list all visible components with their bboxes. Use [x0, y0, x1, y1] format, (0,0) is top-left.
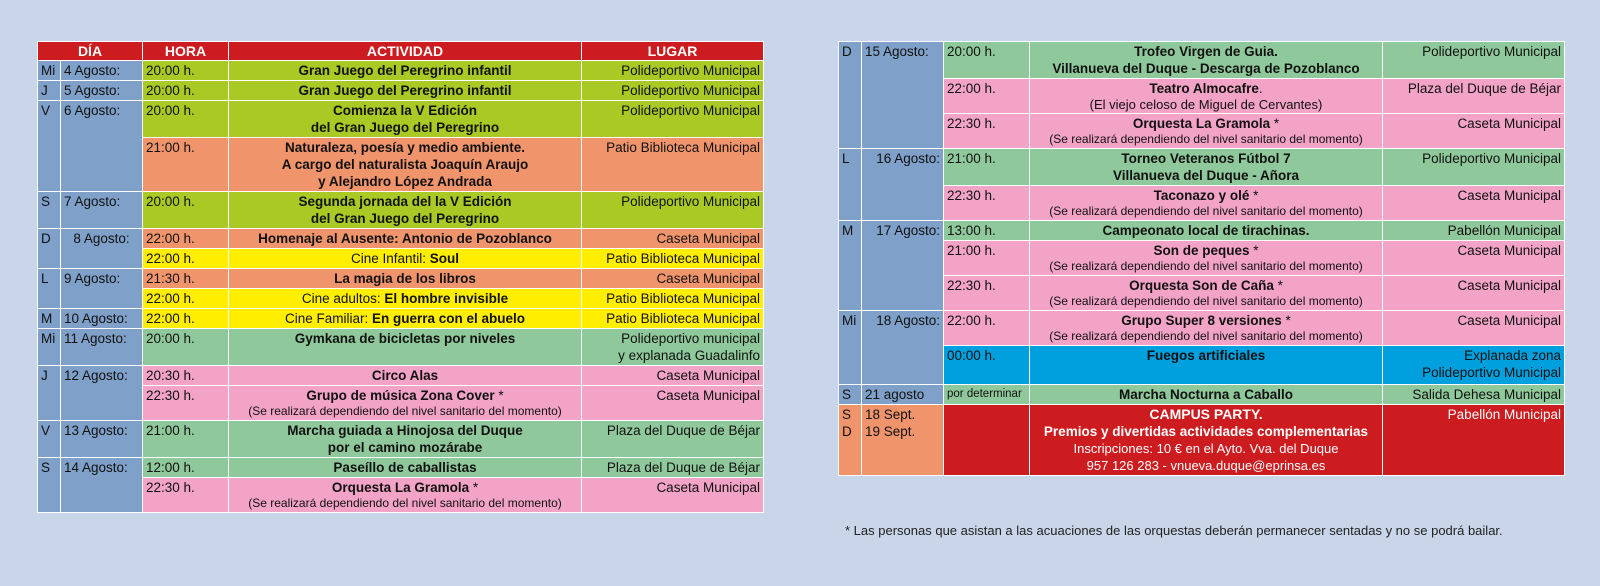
table-row: [839, 241, 1565, 276]
activity: Cine adultos: El hombre invisible: [229, 289, 582, 309]
hora: 21:00 h.: [944, 241, 1030, 276]
hora: 22:00 h.: [143, 229, 229, 249]
table-row: [839, 79, 1565, 114]
header-hora: HORA: [143, 42, 229, 61]
table-row: [38, 309, 764, 329]
hora: 20:00 h.: [944, 42, 1030, 79]
table-row: [38, 329, 764, 366]
lugar: Plaza del Duque de Béjar: [1383, 79, 1565, 114]
hora: 22:00 h.: [944, 79, 1030, 114]
activity: Comienza la V Edición del Gran Juego del Peregrino: [229, 101, 582, 138]
lugar: Caseta Municipal: [1383, 241, 1565, 276]
activity: Gymkana de bicicletas por niveles: [229, 329, 582, 366]
activity: Grupo Super 8 versiones * (Se realizará dependiendo del nivel sanitario del momento): [1030, 311, 1383, 346]
lugar: Salida Dehesa Municipal: [1383, 385, 1565, 405]
hora: 22:30 h.: [944, 186, 1030, 221]
day-letter: J: [38, 366, 61, 421]
hora: 20:30 h.: [143, 366, 229, 386]
day-letter: S: [38, 192, 61, 229]
hora: 21:00 h.: [944, 149, 1030, 186]
table-row: [839, 114, 1565, 149]
day-letter: V: [38, 421, 61, 458]
day-letter: Mi: [38, 61, 61, 81]
day-date: 8 Agosto:: [61, 229, 143, 269]
hora: 22:00 h.: [944, 311, 1030, 346]
day-date: 13 Agosto:: [61, 421, 143, 458]
activity: Taconazo y olé * (Se realizará dependiendo del nivel sanitario del momento): [1030, 186, 1383, 221]
activity: Torneo Veteranos Fútbol 7 Villanueva del Duque - Añora: [1030, 149, 1383, 186]
activity: Campeonato local de tirachinas.: [1030, 221, 1383, 241]
table-row: [38, 421, 764, 458]
activity: Teatro Almocafre. (El viejo celoso de Miguel de Cervantes): [1030, 79, 1383, 114]
day-date: 12 Agosto:: [61, 366, 143, 421]
lugar: Caseta Municipal: [1383, 114, 1565, 149]
lugar: Plaza del Duque de Béjar: [582, 458, 764, 478]
activity: Naturaleza, poesía y medio ambiente. A cargo del naturalista Joaquín Araujo y Alejandro López Andrada: [229, 138, 582, 192]
day-date: 5 Agosto:: [61, 81, 143, 101]
activity: Gran Juego del Peregrino infantil: [229, 61, 582, 81]
activity: Orquesta La Gramola * (Se realizará dependiendo del nivel sanitario del momento): [1030, 114, 1383, 149]
lugar: Caseta Municipal: [582, 386, 764, 421]
table-row: [38, 289, 764, 309]
lugar: Caseta Municipal: [1383, 186, 1565, 221]
hora: 20:00 h.: [143, 329, 229, 366]
table-row: [839, 311, 1565, 346]
activity: Trofeo Virgen de Guia. Villanueva del Duque - Descarga de Pozoblanco: [1030, 42, 1383, 79]
activity: La magia de los libros: [229, 269, 582, 289]
table-row: [38, 229, 764, 249]
day-date: 17 Agosto:: [862, 221, 944, 311]
activity: CAMPUS PARTY. Premios y divertidas actividades complementarias Inscripciones: 10 € en el Ayto. Vva. del Duque 957 126 283 - vnueva.duque@eprinsa.es: [1030, 405, 1383, 476]
day-date: 14 Agosto:: [61, 458, 143, 513]
day-date: 16 Agosto:: [862, 149, 944, 221]
hora: 22:30 h.: [944, 276, 1030, 311]
day-letter: L: [38, 269, 61, 309]
day-date: 6 Agosto:: [61, 101, 143, 192]
lugar: Patio Biblioteca Municipal: [582, 309, 764, 329]
header-actividad: ACTIVIDAD: [229, 42, 582, 61]
hora: 22:30 h.: [143, 386, 229, 421]
lugar: Caseta Municipal: [582, 478, 764, 513]
lugar: Patio Biblioteca Municipal: [582, 138, 764, 192]
lugar: Polideportivo Municipal: [582, 61, 764, 81]
hora: 21:30 h.: [143, 269, 229, 289]
hora: 21:00 h.: [143, 138, 229, 192]
lugar: Caseta Municipal: [582, 366, 764, 386]
hora: 13:00 h.: [944, 221, 1030, 241]
table-row: [839, 221, 1565, 241]
day-letter: Mi: [839, 311, 862, 385]
hora: 20:00 h.: [143, 192, 229, 229]
table-header: [38, 42, 764, 61]
day-date: 15 Agosto:: [862, 42, 944, 149]
day-date: 18 Sept. 19 Sept.: [862, 405, 944, 476]
day-letter: J: [38, 81, 61, 101]
day-letter: D: [839, 42, 862, 149]
schedule-table-left: [37, 41, 764, 513]
day-letter: M: [839, 221, 862, 311]
hora: 22:30 h.: [944, 114, 1030, 149]
lugar: Patio Biblioteca Municipal: [582, 289, 764, 309]
lugar: Polideportivo municipal y explanada Guadalinfo: [582, 329, 764, 366]
activity: Marcha guiada a Hinojosa del Duque por el camino mozárabe: [229, 421, 582, 458]
lugar: Polideportivo Municipal: [582, 101, 764, 138]
lugar: Pabellón Municipal: [1383, 221, 1565, 241]
table-row: [38, 101, 764, 138]
table-row: [839, 186, 1565, 221]
day-letter: S: [839, 385, 862, 405]
table-row: [38, 138, 764, 192]
hora: 22:00 h.: [143, 249, 229, 269]
day-letter: S D: [839, 405, 862, 476]
table-row: [38, 386, 764, 421]
footnote: * Las personas que asistan a las acuaciones de las orquestas deberán permanecer sentadas y no se podrá bailar.: [845, 523, 1503, 538]
activity: Orquesta Son de Caña * (Se realizará dependiendo del nivel sanitario del momento): [1030, 276, 1383, 311]
hora: 20:00 h.: [143, 61, 229, 81]
day-letter: L: [839, 149, 862, 221]
table-row: [38, 81, 764, 101]
lugar: Caseta Municipal: [582, 269, 764, 289]
activity: Gran Juego del Peregrino infantil: [229, 81, 582, 101]
activity: Segunda jornada del la V Edición del Gran Juego del Peregrino: [229, 192, 582, 229]
header-lugar: LUGAR: [582, 42, 764, 61]
activity: Orquesta La Gramola * (Se realizará dependiendo del nivel sanitario del momento): [229, 478, 582, 513]
lugar: Caseta Municipal: [1383, 276, 1565, 311]
table-row: [38, 366, 764, 386]
lugar: Patio Biblioteca Municipal: [582, 249, 764, 269]
table-row: [839, 149, 1565, 186]
activity: Homenaje al Ausente: Antonio de Pozoblanco: [229, 229, 582, 249]
day-date: 9 Agosto:: [61, 269, 143, 309]
table-row: [38, 192, 764, 229]
lugar: Caseta Municipal: [1383, 311, 1565, 346]
day-date: 18 Agosto:: [862, 311, 944, 385]
activity: Son de peques * (Se realizará dependiendo del nivel sanitario del momento): [1030, 241, 1383, 276]
hora: 22:30 h.: [143, 478, 229, 513]
table-row: [839, 346, 1565, 385]
table-row: [839, 385, 1565, 405]
lugar: Plaza del Duque de Béjar: [582, 421, 764, 458]
lugar: Polideportivo Municipal: [582, 81, 764, 101]
hora: 20:00 h.: [143, 101, 229, 138]
activity: Cine Familiar: En guerra con el abuelo: [229, 309, 582, 329]
table-row: [839, 42, 1565, 79]
table-row: [38, 249, 764, 269]
table-row: [38, 269, 764, 289]
day-date: 4 Agosto:: [61, 61, 143, 81]
day-letter: V: [38, 101, 61, 192]
lugar: Polideportivo Municipal: [582, 192, 764, 229]
lugar: Explanada zona Polideportivo Municipal: [1383, 346, 1565, 385]
activity: Marcha Nocturna a Caballo: [1030, 385, 1383, 405]
day-letter: S: [38, 458, 61, 513]
table-row: [38, 458, 764, 478]
activity: Cine Infantil: Soul: [229, 249, 582, 269]
activity: Paseíllo de caballistas: [229, 458, 582, 478]
lugar: Polideportivo Municipal: [1383, 42, 1565, 79]
day-date: 11 Agosto:: [61, 329, 143, 366]
schedule-table-right: [838, 41, 1565, 476]
day-date: 21 agosto: [862, 385, 944, 405]
lugar: Pabellón Municipal: [1383, 405, 1565, 476]
hora: 22:00 h.: [143, 289, 229, 309]
lugar: Caseta Municipal: [582, 229, 764, 249]
hora: 12:00 h.: [143, 458, 229, 478]
day-letter: D: [38, 229, 61, 269]
table-row: [38, 478, 764, 513]
day-date: 10 Agosto:: [61, 309, 143, 329]
hora: [944, 405, 1030, 476]
table-row: [38, 61, 764, 81]
table-row: [839, 405, 1565, 476]
hora: 20:00 h.: [143, 81, 229, 101]
day-date: 7 Agosto:: [61, 192, 143, 229]
hora: 00:00 h.: [944, 346, 1030, 385]
hora: 22:00 h.: [143, 309, 229, 329]
header-dia: DÍA: [38, 42, 143, 61]
hora: por determinar: [944, 385, 1030, 405]
table-row: [839, 276, 1565, 311]
hora: 21:00 h.: [143, 421, 229, 458]
activity: Fuegos artificiales: [1030, 346, 1383, 385]
lugar: Polideportivo Municipal: [1383, 149, 1565, 186]
day-letter: M: [38, 309, 61, 329]
activity: Circo Alas: [229, 366, 582, 386]
day-letter: Mi: [38, 329, 61, 366]
activity: Grupo de música Zona Cover * (Se realizará dependiendo del nivel sanitario del momento): [229, 386, 582, 421]
